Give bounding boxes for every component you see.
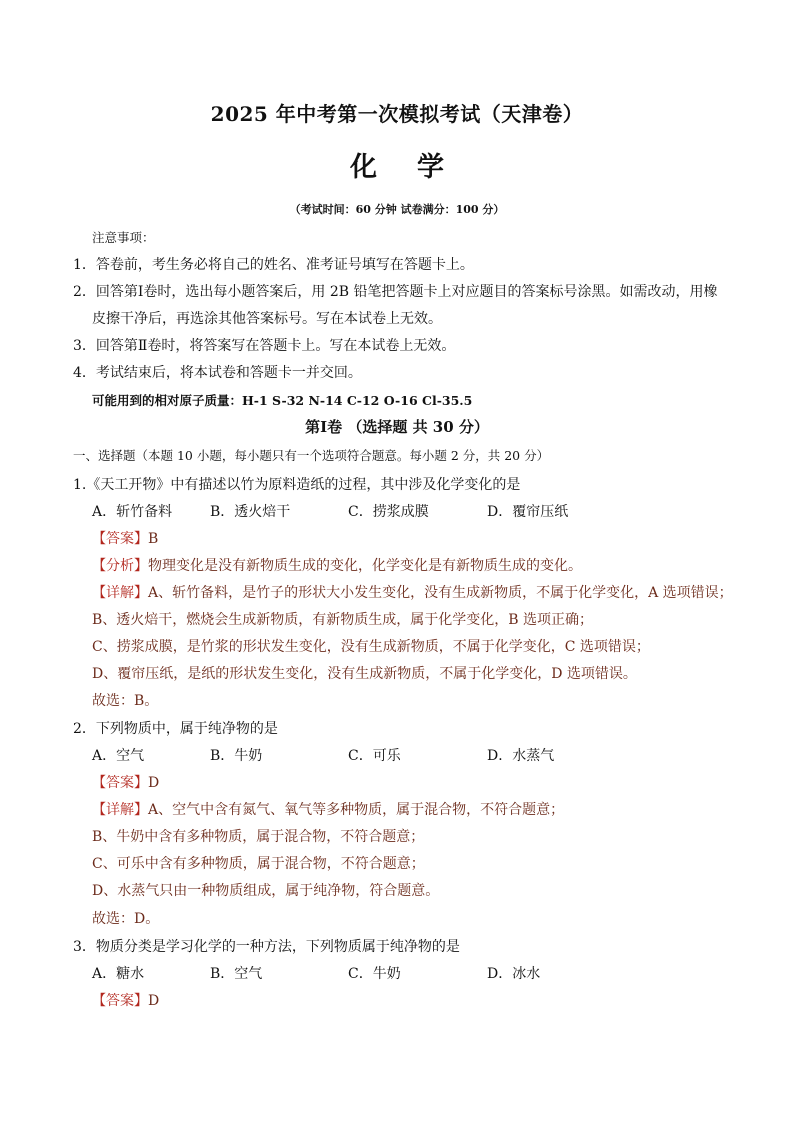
option: D．覆帘压纸 [487, 504, 569, 520]
notice-item: 4．考试结束后，将本试卷和答题卡一并交回。 [73, 365, 362, 381]
notice-item: 3．回答第Ⅱ卷时，将答案写在答题卡上。写在本试卷上无效。 [73, 338, 456, 354]
detail-text: A、空气中含有氮气、氧气等多种物质，属于混合物，不符合题意； [148, 802, 565, 818]
exam-info: （考试时间：60 分钟 试卷满分：100 分） [289, 203, 505, 216]
detail-text: B、透火焙干，燃烧会生成新物质，有新物质生成，属于化学变化，B 选项正确； [92, 612, 594, 628]
notice-item: 1．答卷前，考生务必将自己的姓名、准考证号填写在答题卡上。 [73, 257, 474, 273]
answer-line [92, 530, 158, 548]
section-title: 第Ⅰ卷 （选择题 共 30 分） [305, 418, 489, 436]
exam-title: 2025 年中考第一次模拟考试（天津卷） [210, 102, 584, 126]
atomic-mass: 可能用到的相对原子质量：H-1 S-32 N-14 C-12 O-16 Cl-35.5 [92, 393, 473, 408]
notice-item: 2．回答第Ⅰ卷时，选出每小题答案后，用 2B 铅笔把答题卡上对应题目的答案标号涂黑。如需改动，用橡 [73, 284, 718, 300]
option: B．空气 [210, 966, 263, 982]
answer-tag: 【答案】 [92, 531, 148, 547]
option: D．水蒸气 [487, 748, 555, 764]
section-instruction: 一、选择题（本题 10 小题，每小题只有一个选项符合题意。每小题 2 分，共 20 分） [73, 448, 550, 463]
option: B．透火焙干 [210, 504, 291, 520]
conclusion: 故选：D。 [92, 911, 160, 927]
analysis-line [92, 557, 582, 575]
answer-tag: 【答案】 [92, 993, 148, 1009]
notice-item: 皮擦干净后，再选涂其他答案标号。写在本试卷上无效。 [92, 311, 442, 327]
answer-line [92, 774, 159, 792]
option: D．冰水 [487, 966, 541, 982]
answer-line [92, 992, 159, 1010]
detail-text: C、捞浆成膜，是竹浆的形状发生变化，没有生成新物质，不属于化学变化，C 选项错误； [92, 639, 650, 655]
answer-value: D [148, 775, 160, 791]
detail-text: D、覆帘压纸，是纸的形状发生变化，没有生成新物质，不属于化学变化，D 选项错误。 [92, 666, 637, 682]
question-stem: 2．下列物质中，属于纯净物的是 [73, 721, 278, 737]
option: C．可乐 [348, 748, 401, 764]
detail-text: B、牛奶中含有多种物质，属于混合物，不符合题意； [92, 829, 425, 845]
notice-heading: 注意事项： [92, 230, 155, 245]
detail-line [92, 801, 564, 819]
detail-text: A、斩竹备料，是竹子的形状大小发生变化，没有生成新物质，不属于化学变化，A 选项错误； [148, 585, 733, 601]
detail-tag: 【详解】 [92, 802, 148, 818]
option: A．空气 [92, 748, 145, 764]
analysis-tag: 【分析】 [92, 558, 148, 574]
detail-text: C、可乐中含有多种物质，属于混合物，不符合题意； [92, 856, 425, 872]
question-stem: 1.《天工开物》中有描述以竹为原料造纸的过程，其中涉及化学变化的是 [73, 477, 521, 493]
detail-line [92, 584, 733, 602]
analysis-text: 物理变化是没有新物质生成的变化，化学变化是有新物质生成的变化。 [148, 558, 582, 574]
question-stem: 3．物质分类是学习化学的一种方法，下列物质属于纯净物的是 [73, 939, 460, 955]
option: A．斩竹备料 [92, 504, 173, 520]
option: C．捞浆成膜 [348, 504, 429, 520]
conclusion: 故选：B。 [92, 693, 159, 709]
option: B．牛奶 [210, 748, 263, 764]
answer-value: D [148, 993, 160, 1009]
answer-tag: 【答案】 [92, 775, 148, 791]
subject-title: 化学 [350, 152, 484, 183]
detail-text: D、水蒸气只由一种物质组成，属于纯净物，符合题意。 [92, 883, 440, 899]
detail-tag: 【详解】 [92, 585, 148, 601]
answer-value: B [148, 531, 159, 547]
option: A．糖水 [92, 966, 145, 982]
option: C．牛奶 [348, 966, 401, 982]
